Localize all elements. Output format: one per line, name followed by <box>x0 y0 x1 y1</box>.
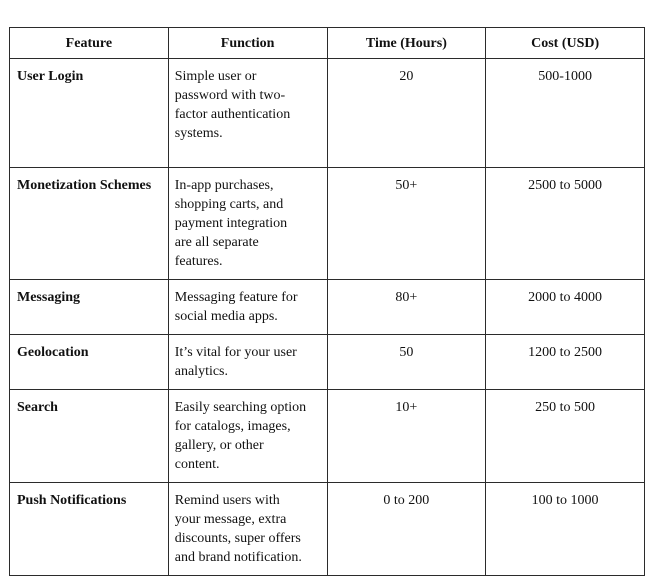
function-cell: Simple user or password with two-factor authentication systems. <box>168 59 327 168</box>
cost-cell: 500-1000 <box>486 59 645 168</box>
cost-cell: 1200 to 2500 <box>486 335 645 390</box>
function-cell: It’s vital for your user analytics. <box>168 335 327 390</box>
table-row <box>10 483 645 576</box>
time-cell: 0 to 200 <box>327 483 486 576</box>
time-cell: 10+ <box>327 390 486 483</box>
feature-cost-table <box>9 27 645 576</box>
feature-cell: Messaging <box>10 280 169 335</box>
function-cell: Remind users with your message, extra discounts, super offers and brand notification. <box>168 483 327 576</box>
feature-cell: User Login <box>10 59 169 168</box>
table-row <box>10 280 645 335</box>
time-cell: 80+ <box>327 280 486 335</box>
table-row <box>10 335 645 390</box>
table-row <box>10 390 645 483</box>
feature-cell: Search <box>10 390 169 483</box>
feature-cell: Push Notifications <box>10 483 169 576</box>
feature-cell: Geolocation <box>10 335 169 390</box>
time-cell: 20 <box>327 59 486 168</box>
header-function: Function <box>168 28 327 59</box>
cost-cell: 250 to 500 <box>486 390 645 483</box>
function-cell: In-app purchases, shopping carts, and payment integration are all separate features. <box>168 168 327 280</box>
cost-cell: 2500 to 5000 <box>486 168 645 280</box>
header-feature: Feature <box>10 28 169 59</box>
function-cell: Easily searching option for catalogs, images, gallery, or other content. <box>168 390 327 483</box>
cost-cell: 2000 to 4000 <box>486 280 645 335</box>
cost-cell: 100 to 1000 <box>486 483 645 576</box>
time-cell: 50+ <box>327 168 486 280</box>
function-cell: Messaging feature for social media apps. <box>168 280 327 335</box>
header-cost: Cost (USD) <box>486 28 645 59</box>
time-cell: 50 <box>327 335 486 390</box>
table-row <box>10 168 645 280</box>
header-time: Time (Hours) <box>327 28 486 59</box>
feature-cell: Monetization Schemes <box>10 168 169 280</box>
table-header-row <box>10 28 645 59</box>
table-row <box>10 59 645 168</box>
